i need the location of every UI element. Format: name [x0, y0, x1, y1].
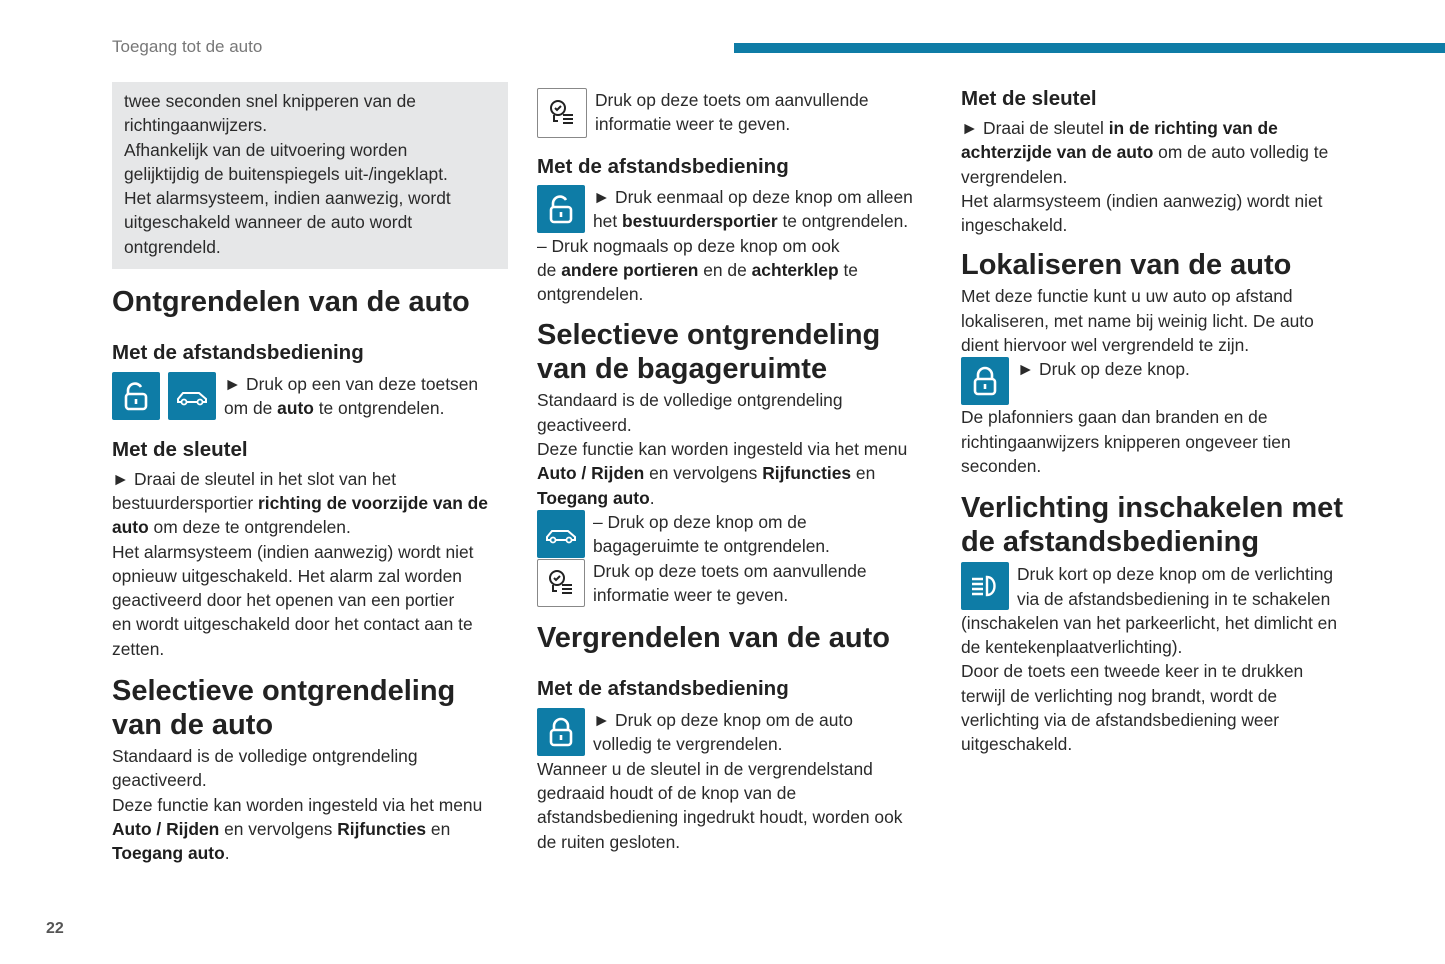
bold-text: achterzijde van de auto	[961, 142, 1154, 163]
text-line: informatie weer te geven.	[593, 584, 789, 605]
text-line: ontgrendelen.	[537, 284, 644, 305]
column-2	[537, 82, 937, 854]
text-line: Druk op deze toets om aanvullende	[595, 90, 869, 110]
text-line: De plafonniers gaan dan branden en de	[961, 407, 1268, 428]
text: bestuurdersportier	[112, 492, 258, 513]
heading-line: van de auto	[112, 709, 274, 742]
locate-lock-button-icon	[961, 357, 1009, 405]
headlight-button-icon	[961, 562, 1009, 610]
text: en vervolgens	[219, 818, 338, 839]
heading-line: Selectieve ontgrendeling	[537, 319, 881, 352]
text: en	[851, 463, 876, 484]
text-line: Deze functie kan worden ingesteld via het menu	[112, 794, 483, 815]
text-line: Met deze functie kunt u uw auto op afstand	[961, 286, 1293, 307]
column-1	[112, 82, 508, 866]
key-line: opnieuw uitgeschakeld. Het alarm zal worden	[112, 565, 462, 586]
heading-line: Selectieve ontgrendeling	[112, 675, 456, 708]
bold-text: Rijfuncties	[337, 818, 427, 839]
text-line: Deze functie kan worden ingesteld via het menu	[537, 439, 908, 460]
note-line: Afhankelijk van de uitvoering worden	[124, 139, 408, 160]
text-line: vergrendelen.	[961, 166, 1068, 187]
text-line: bagageruimte te ontgrendelen.	[593, 536, 830, 557]
heading-locate: Lokaliseren van de auto	[961, 249, 1292, 282]
heading-lock: Vergrendelen van de auto	[537, 622, 890, 655]
info-text-1	[595, 88, 937, 137]
locate-after-text	[961, 405, 1361, 478]
text-line: dient hiervoor wel vergrendeld te zijn.	[961, 335, 1250, 356]
heading-selective-boot	[537, 318, 937, 386]
text-line: volledig te vergrendelen.	[593, 734, 783, 755]
text: en vervolgens	[644, 463, 763, 484]
page-header-title: Toegang tot de auto	[112, 37, 263, 56]
text-line: Door de toets een tweede keer in te drukken	[961, 661, 1304, 682]
header-accent-bar	[734, 43, 1445, 53]
text-line	[961, 116, 1361, 140]
info-menu-icon	[537, 559, 585, 607]
text-line: via de afstandsbediening in te schakelen	[1017, 588, 1331, 609]
bold-text: Auto / Rijden	[537, 463, 645, 484]
text-line: verlichting via de afstandsbediening weer	[961, 710, 1280, 731]
note-line: gelijktijdig de buitenspiegels uit-/ingeklapt.	[124, 163, 448, 184]
text: en	[426, 818, 451, 839]
text-line: gedraaid houdt of de knop van de	[537, 783, 797, 804]
lighting-row	[961, 562, 1361, 611]
locate-row	[961, 357, 1361, 405]
bold-text: achterklep	[751, 259, 839, 280]
text: .	[649, 487, 655, 508]
subheading-remote: Met de afstandsbediening	[537, 677, 789, 701]
text: om deze te ontgrendelen.	[148, 517, 351, 538]
text: te ontgrendelen.	[777, 211, 909, 232]
heading-selective-car	[112, 674, 508, 742]
text-line: – Druk nogmaals op deze knop om ook	[537, 235, 840, 256]
text-line: informatie weer te geven.	[595, 114, 791, 135]
key-lock-text	[961, 116, 1361, 237]
text-line: Standaard is de volledige ontgrendeling	[112, 746, 418, 767]
text-line: terwijl de verlichting nog brandt, wordt de	[961, 685, 1278, 706]
note-line: richtingaanwijzers.	[124, 115, 268, 136]
text-line	[112, 841, 508, 865]
text-line: ingeschakeld.	[961, 215, 1068, 236]
car-boot-button-icon	[537, 510, 585, 558]
note-line: Het alarmsysteem, indien aanwezig, wordt	[124, 188, 451, 209]
text-line: richtingaanwijzers knipperen ongeveer tien	[961, 431, 1291, 452]
lock-button-icon	[537, 708, 585, 756]
selective-boot-text	[537, 388, 937, 509]
heading-line: Verlichting inschakelen met	[961, 492, 1343, 525]
key-line: geactiveerd door het openen van een portier	[112, 590, 455, 611]
text: .	[224, 843, 230, 864]
note-line: ontgrendeld.	[124, 236, 221, 257]
text-line: Wanneer u de sleutel in de vergrendelstand	[537, 758, 873, 779]
remote-unlock-text	[224, 372, 508, 421]
text-line	[961, 140, 1361, 164]
subheading-key: Met de sleutel	[961, 87, 1097, 110]
subheading-key: Met de sleutel	[112, 437, 248, 461]
page-number: 22	[46, 920, 64, 937]
text-line: (inschakelen van het parkeerlicht, het dimlicht en	[961, 612, 1338, 633]
bold-text: auto	[277, 398, 314, 419]
text-line	[112, 817, 508, 841]
heading-unlock: Ontgrendelen van de auto	[112, 286, 470, 319]
bold-text: Toegang auto	[537, 487, 650, 508]
text-line: Standaard is de volledige ontgrendeling	[537, 390, 843, 411]
car-unlock-button-icon	[168, 372, 216, 420]
text-line: – Druk op deze knop om de	[593, 511, 807, 532]
text-line: uitgeschakeld.	[961, 734, 1073, 755]
remote-lock-text	[593, 708, 937, 757]
text: ► Draai de sleutel	[961, 118, 1109, 138]
heading-line: van de bagageruimte	[537, 353, 828, 386]
text-line: geactiveerd.	[112, 770, 207, 791]
text-line: de ruiten gesloten.	[537, 831, 681, 852]
heading-lighting	[961, 491, 1361, 559]
key-unlock-text	[112, 467, 508, 661]
bold-text: Rijfuncties	[762, 463, 852, 484]
text: de	[537, 259, 562, 280]
bold-text: andere portieren	[561, 259, 699, 280]
bold-text: Auto / Rijden	[112, 818, 220, 839]
bold-text: richting de voorzijde van de	[257, 492, 488, 513]
text-line: de kentekenplaatverlichting).	[961, 637, 1183, 658]
key-line: Het alarmsysteem (indien aanwezig) wordt niet	[112, 541, 474, 562]
key-line: en wordt uitgeschakeld door het contact aan te	[112, 614, 473, 635]
text-line	[537, 486, 937, 510]
boot-text	[593, 510, 937, 607]
bold-text: Toegang auto	[112, 843, 225, 864]
text-line: afstandsbediening ingedrukt houdt, worden ook	[537, 807, 903, 828]
text-line: Druk op deze toets om aanvullende	[593, 560, 867, 581]
unlock-button-icon	[112, 372, 160, 420]
remote-driver-text	[593, 185, 937, 234]
text: om de auto volledig te	[1153, 142, 1329, 163]
subheading-remote: Met de afstandsbediening	[112, 341, 364, 365]
text-line: Druk kort op deze knop om de verlichting	[1017, 564, 1334, 585]
remote-driver-row	[537, 185, 937, 234]
unlock-button-icon	[537, 185, 585, 233]
info-menu-icon	[537, 88, 587, 138]
subheading-remote: Met de afstandsbediening	[537, 155, 789, 178]
text-line: ► Druk eenmaal op deze knop om alleen	[593, 187, 913, 207]
bold-text: auto	[112, 517, 149, 538]
text-line: ► Druk op deze knop.	[1017, 359, 1190, 380]
note-box	[112, 82, 508, 269]
heading-line: de afstandsbediening	[961, 526, 1260, 559]
text: ► Druk op een van deze toetsen	[224, 374, 479, 395]
selective-car-text	[112, 744, 508, 865]
text: te ontgrendelen.	[313, 398, 445, 419]
note-line: twee seconden snel knipperen van de	[124, 91, 416, 111]
remote-unlock-row	[112, 372, 508, 421]
text-line	[537, 258, 937, 282]
text-line: ► Druk op deze knop om de auto	[593, 710, 853, 731]
note-line: uitgeschakeld wanneer de auto wordt	[124, 212, 413, 233]
key-line: zetten.	[112, 638, 165, 659]
locate-text	[961, 284, 1361, 357]
boot-icon-stack	[537, 510, 593, 607]
text: het	[593, 211, 623, 232]
boot-row	[537, 510, 937, 607]
locate-press-text	[1017, 357, 1361, 381]
text: ► Draai de sleutel in het slot van het	[112, 468, 397, 489]
info-row-1	[537, 88, 937, 138]
remote-lock-row	[537, 708, 937, 757]
text-line: lokaliseren, met name bij weinig licht. De auto	[961, 310, 1314, 331]
text-line	[593, 209, 937, 233]
text: en de	[698, 259, 752, 280]
text-line	[537, 461, 937, 485]
text: te	[838, 259, 858, 280]
column-3	[961, 82, 1361, 757]
text-line: seconden.	[961, 455, 1042, 476]
text-line: Het alarmsysteem (indien aanwezig) wordt niet	[961, 190, 1323, 211]
bold-text: in de richting van de	[1108, 118, 1278, 138]
text: om de	[224, 398, 278, 419]
lighting-text	[1017, 562, 1361, 611]
bold-text: bestuurdersportier	[622, 211, 778, 232]
text-line: geactiveerd.	[537, 414, 632, 435]
